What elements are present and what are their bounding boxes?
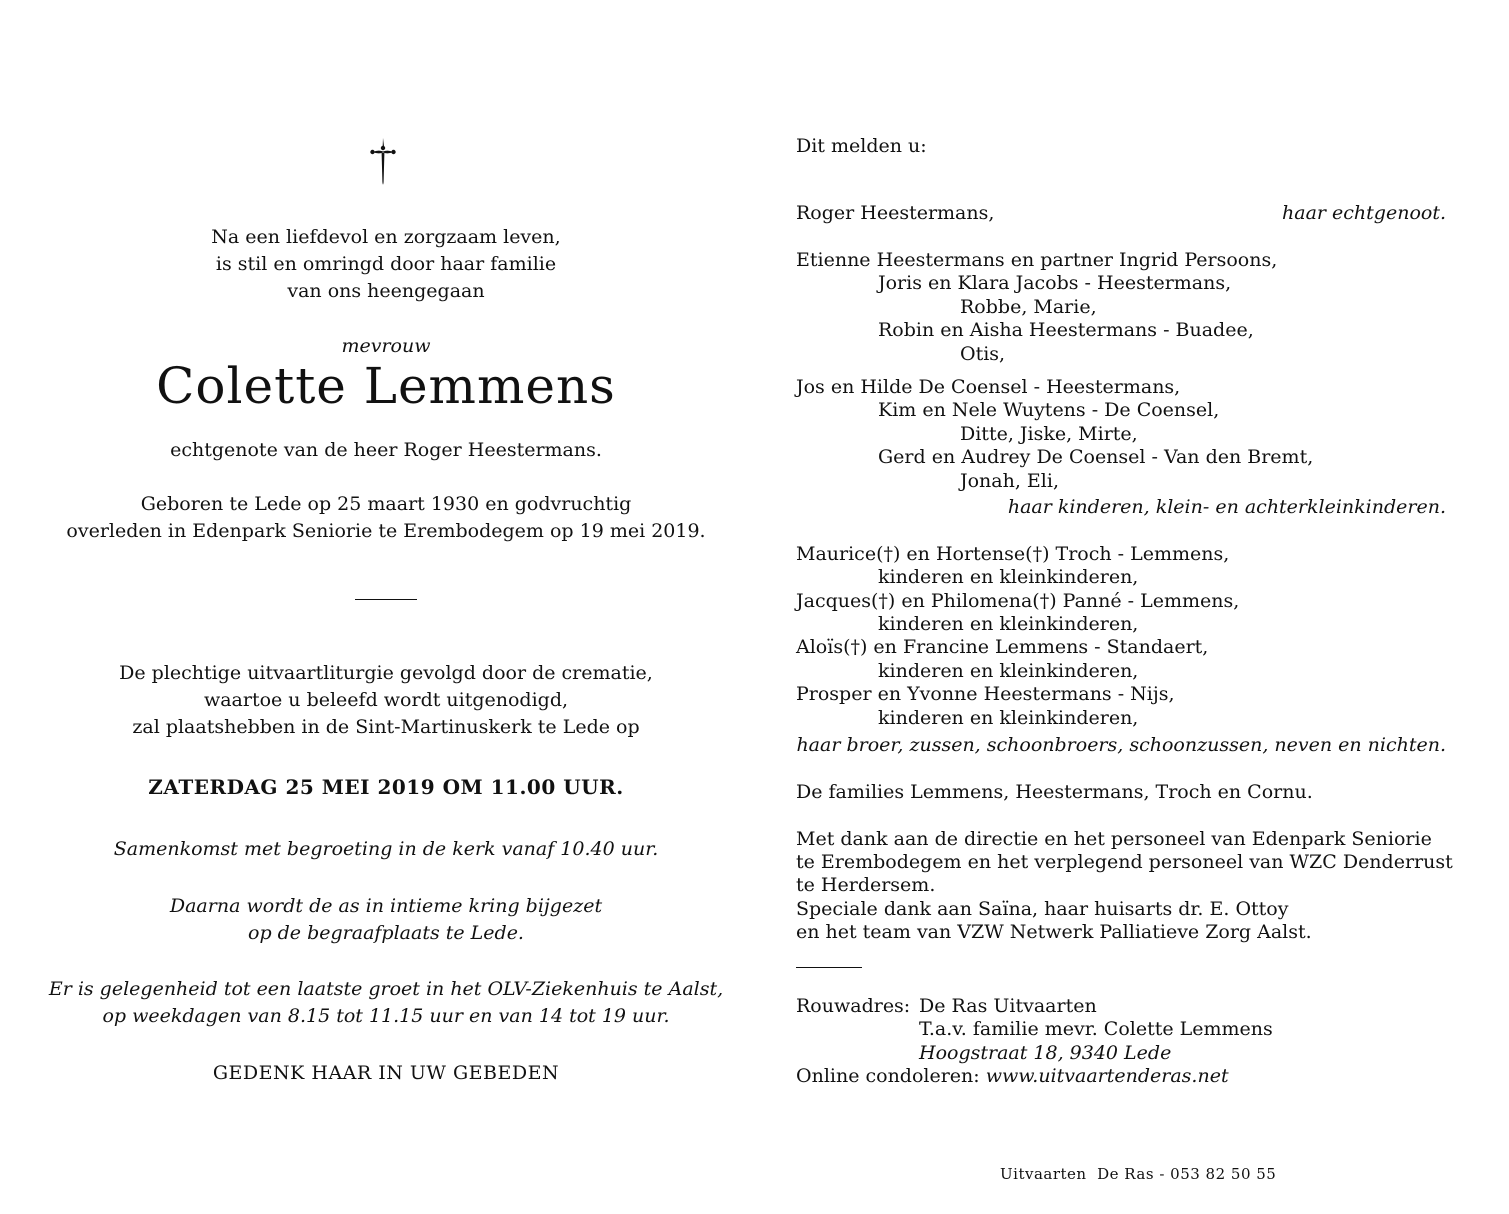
ceremony-text: De plechtige uitvaartliturgie gevolgd door de crematie, waartoe u beleefd wordt uitgenodigd, zal plaatshebben in de Sint-Martinuskerk te Lede op	[119, 662, 653, 738]
ashes-text: Daarna wordt de as in intieme kring bijgezet op de begraafplaats te Lede.	[169, 895, 603, 944]
family-line: kinderen en kleinkinderen,	[878, 613, 1139, 635]
divider	[796, 967, 862, 968]
family-line: Jonah, Eli,	[960, 470, 1059, 492]
address-label: Rouwadres:	[796, 995, 911, 1017]
gathering-text: Samenkomst met begroeting in de kerk vanaf 10.40 uur.	[113, 838, 659, 860]
online-condolence	[796, 1064, 1229, 1088]
husband-role: haar echtgenoot.	[1282, 202, 1446, 224]
family-line: Kim en Nele Wuytens - De Coensel,	[878, 399, 1220, 421]
family-line: Maurice(†) en Hortense(†) Troch - Lemmens,	[796, 543, 1230, 565]
family-line: kinderen en kleinkinderen,	[878, 566, 1139, 588]
birth-death-text: Geboren te Lede op 25 maart 1930 en godvruchtig overleden in Edenpark Seniorie te Erembodegem op 19 mei 2019.	[66, 493, 706, 542]
spouse-line: echtgenote van de heer Roger Heestermans.	[170, 439, 602, 461]
condolence-link[interactable]: www.uitvaartenderas.net	[985, 1065, 1229, 1087]
announce-text: Dit melden u:	[796, 135, 927, 157]
family-line: Robbe, Marie,	[960, 296, 1097, 318]
address-line: De Ras Uitvaarten	[919, 995, 1097, 1017]
online-label: Online condoleren:	[796, 1065, 980, 1087]
ceremony-date: ZATERDAG 25 MEI 2019 OM 11.00 UUR.	[148, 775, 624, 799]
families-text: De families Lemmens, Heestermans, Troch en Cornu.	[796, 781, 1313, 803]
family-line: Joris en Klara Jacobs - Heestermans,	[878, 272, 1232, 294]
thanks-line: te Herdersem.	[796, 874, 936, 896]
family-line: Otis,	[960, 343, 1006, 365]
divider	[355, 599, 417, 600]
family-line: Etienne Heestermans en partner Ingrid Persoons,	[796, 249, 1278, 271]
family-line: Ditte, Jiske, Mirte,	[960, 423, 1138, 445]
salutation: mevrouw	[341, 335, 431, 357]
family-line: kinderen en kleinkinderen,	[878, 660, 1139, 682]
thanks-line: te Erembodegem en het verplegend personeel van WZC Denderrust	[796, 851, 1453, 873]
intro-text: Na een liefdevol en zorgzaam leven, is stil en omringd door haar familie van ons heengegaan	[211, 226, 561, 302]
family-line: Gerd en Audrey De Coensel - Van den Bremt,	[878, 446, 1314, 468]
family-line: Jacques(†) en Philomena(†) Panné - Lemmens,	[796, 590, 1240, 612]
family-line: Robin en Aisha Heestermans - Buadee,	[878, 319, 1254, 341]
farewell-text: Er is gelegenheid tot een laatste groet in het OLV-Ziekenhuis te Aalst, op weekdagen van 8.15 tot 11.15 uur en van 14 tot 19 uur.	[48, 978, 724, 1027]
siblings-role: haar broer, zussen, schoonbroers, schoonzussen, neven en nichten.	[796, 734, 1446, 756]
cross-icon	[369, 136, 397, 188]
footer-contact: Uitvaarten De Ras - 053 82 50 55	[1000, 1165, 1277, 1183]
family-line: Prosper en Yvonne Heestermans - Nijs,	[796, 683, 1175, 705]
family-line: kinderen en kleinkinderen,	[878, 707, 1139, 729]
closing-text: GEDENK HAAR IN UW GEBEDEN	[212, 1062, 560, 1084]
children-role: haar kinderen, klein- en achterkleinkinderen.	[1007, 496, 1446, 518]
thanks-line: en het team van VZW Netwerk Palliatieve Zorg Aalst.	[796, 921, 1312, 943]
husband-name: Roger Heestermans,	[796, 202, 995, 224]
address-line: Hoogstraat 18, 9340 Lede	[919, 1042, 1172, 1064]
family-line: Aloïs(†) en Francine Lemmens - Standaert,	[796, 636, 1209, 658]
thanks-line: Met dank aan de directie en het personeel van Edenpark Seniorie	[796, 828, 1432, 850]
address-line: T.a.v. familie mevr. Colette Lemmens	[919, 1018, 1273, 1040]
thanks-line: Speciale dank aan Saïna, haar huisarts dr. E. Ottoy	[796, 898, 1289, 920]
deceased-name: Colette Lemmens	[156, 357, 616, 415]
family-line: Jos en Hilde De Coensel - Heestermans,	[796, 376, 1181, 398]
